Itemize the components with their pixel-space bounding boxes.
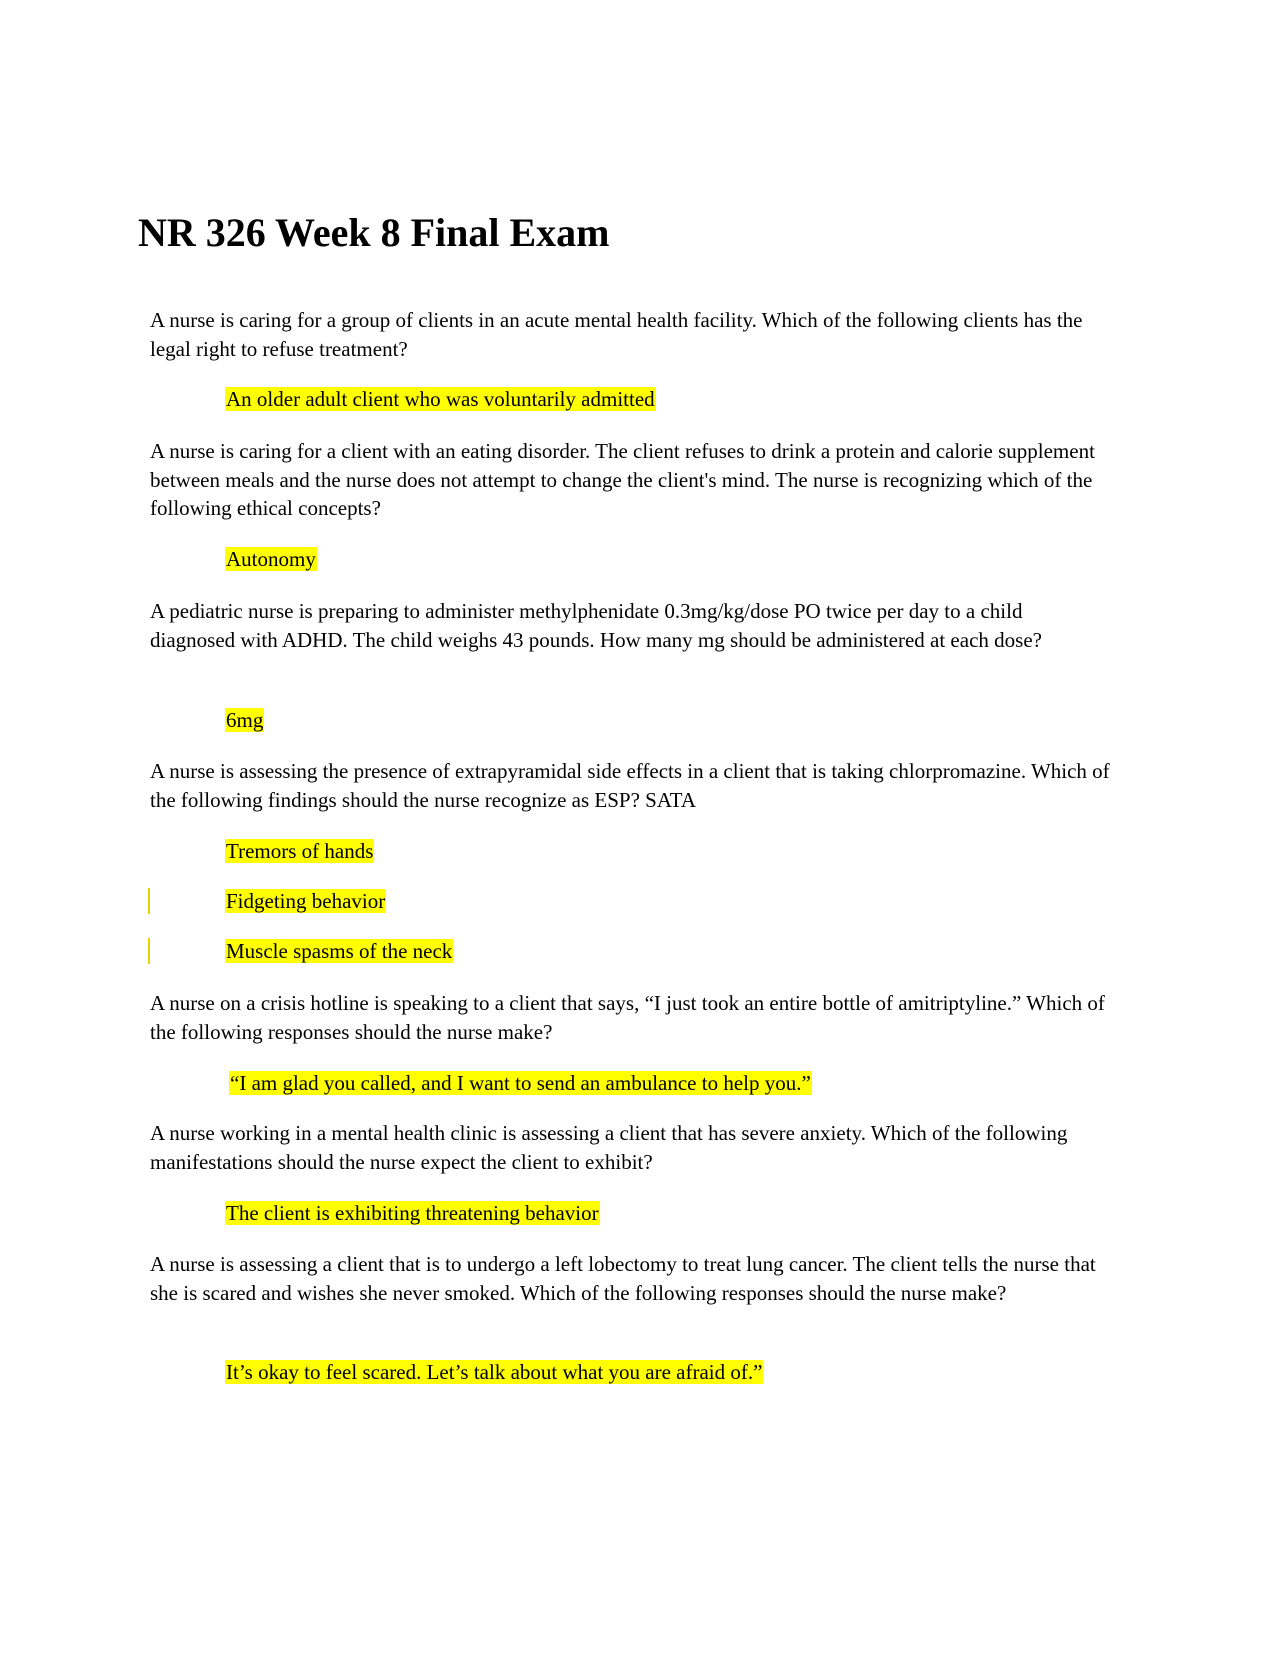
answer-5	[229, 1069, 812, 1097]
highlighted-answer: Fidgeting behavior	[226, 889, 386, 913]
question-5: A nurse on a crisis hotline is speaking to a client that says, “I just took an entire bottle of amitriptyline.” Which of the following responses should the nurse make?	[150, 991, 1105, 1044]
document-title: NR 326 Week 8 Final Exam	[138, 210, 610, 255]
question-1: A nurse is caring for a group of clients in an acute mental health facility. Which of the following clients has the legal right to refuse treatment?	[150, 308, 1083, 361]
answer-4b	[225, 887, 386, 915]
question-6: A nurse working in a mental health clinic is assessing a client that has severe anxiety. Which of the following manifestations should the nurse expect the client to exhibit?	[150, 1121, 1068, 1174]
highlighted-answer: The client is exhibiting threatening behavior	[226, 1201, 599, 1225]
highlighted-answer: Muscle spasms of the neck	[226, 939, 453, 963]
answer-1	[225, 385, 656, 413]
question-4: A nurse is assessing the presence of extrapyramidal side effects in a client that is taking chlorpromazine. Which of the following findings should the nurse recognize as ESP? SATA	[150, 759, 1110, 812]
highlighted-answer: It’s okay to feel scared. Let’s talk about what you are afraid of.”	[226, 1360, 763, 1384]
answer-7	[225, 1358, 763, 1386]
highlighted-answer: An older adult client who was voluntarily admitted	[226, 387, 655, 411]
highlighted-answer: Autonomy	[226, 547, 316, 571]
answer-4a	[225, 837, 374, 865]
answer-2	[225, 545, 317, 573]
answer-3	[225, 706, 264, 734]
highlighted-answer: 6mg	[226, 708, 264, 732]
change-bar	[148, 938, 150, 964]
question-3: A pediatric nurse is preparing to administer methylphenidate 0.3mg/kg/dose PO twice per day to a child diagnosed with ADHD. The child weighs 43 pounds. How many mg should be administered at each dose?	[150, 599, 1042, 652]
answer-6	[225, 1199, 600, 1227]
question-2: A nurse is caring for a client with an eating disorder. The client refuses to drink a protein and calorie supplement between meals and the nurse does not attempt to change the client's mind. The nurse is recognizing which of the following ethical concepts?	[150, 439, 1095, 520]
highlighted-answer: Tremors of hands	[226, 839, 374, 863]
change-bar	[148, 888, 150, 914]
answer-4c	[225, 937, 453, 965]
question-7: A nurse is assessing a client that is to undergo a left lobectomy to treat lung cancer. The client tells the nurse that she is scared and wishes she never smoked. Which of the following responses should the nurse make?	[150, 1252, 1096, 1305]
highlighted-answer: “I am glad you called, and I want to send an ambulance to help you.”	[230, 1071, 811, 1095]
